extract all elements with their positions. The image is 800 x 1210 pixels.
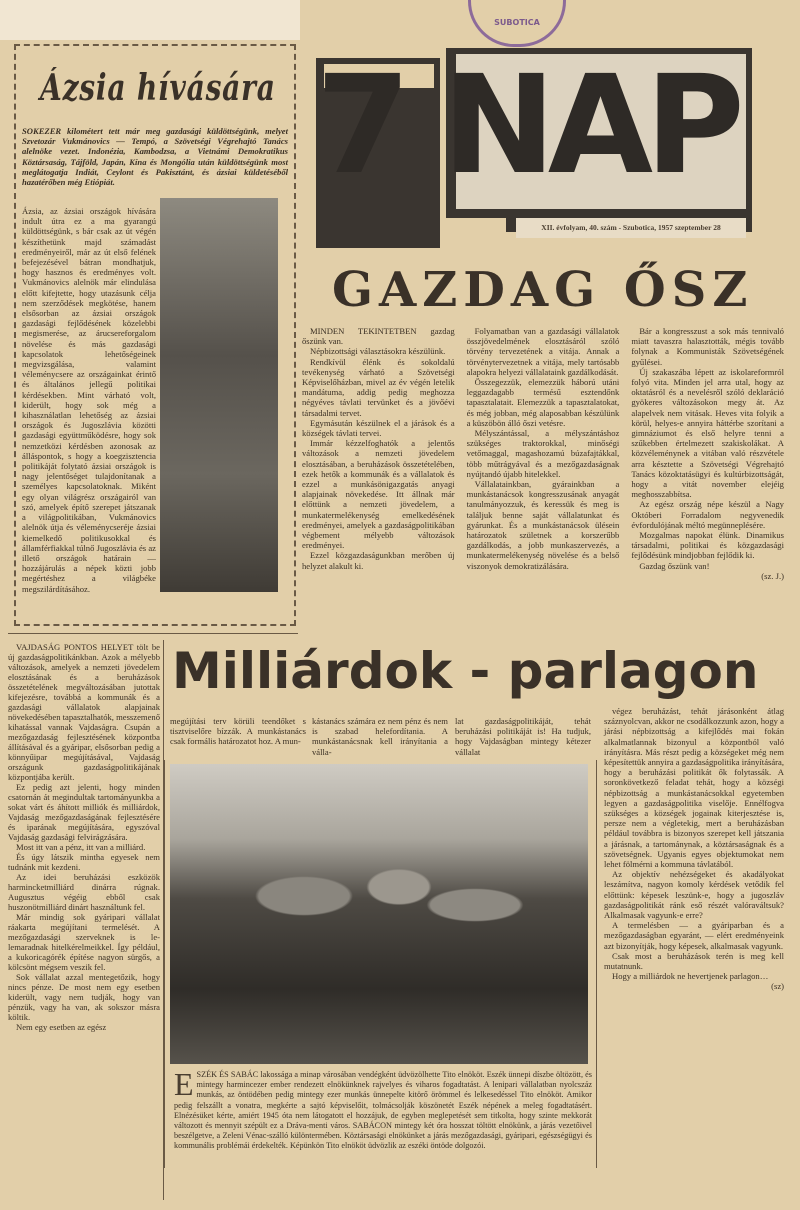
paragraph: VAJDASÁG PONTOS HELYET tölt be új gazdaságpolitikánkban. Azok a mélyebb változások, amelyek a nemzeti jövedelem elosztásának és a beruházások összetételének megváltozásában jutottak kifejezésre, továbbá a kommunák és a gazdasági vállalatok alapjainak növekedésében tapasztalhatók, messzemenő kihatással vannak Vajdaságra. Csupán a mezőgazdaság fejlesztésének központba állításával és a gyáripar, elsősorban pedig a könnyűipar megújításával, Vajdaság országunk gazdaságpolitikájának központjába került. (8, 642, 161, 782)
paragraph: Folyamatban van a gazdasági vállalatok összjövedelmének elosztásáról szóló törvény tervezetének a vitája. Annak a törvénytervezetnek a vitája, mely tartósabb alapokra helyezi vállalataink gazdálkodását. (466, 326, 620, 377)
paragraph: Immár kézzelfoghatók a jelentős változások a nemzeti jövedelem elosztásában, a beruházások összetételében, ezek hetők a kommunák és a vállalatok és ezzel a munkásönigazgatás anyagi alapjainak növekedése. Itt állnak már előttünk a nemzeti jövedelem, a munkatermelékenység emelkedésének eredményei, amelyek a gazdaságpolitikában végbement mélyebb változások eredményei. (302, 438, 455, 551)
paragraph: Az idei beruházási eszközök harmincketmilliárd dinárra rúgnak. Augusztus végéig ebből csak huszonötmilliárd dinárt használtunk fel. (8, 872, 160, 912)
paragraph: És úgy látszik mintha egyesek nem tudnánk mit kezdeni. (8, 852, 160, 872)
gazdag-osz-headline: GAZDAG ŐSZ (332, 262, 754, 318)
paragraph: Mélyszántással, a mélyszántáshoz szükséges traktorokkal, minőségi vetőmaggal, magashozamú búzafajtákkal, több műtrágyával és a mezőgazdaságnak nyújtandó újabb hitelekkel. (466, 428, 620, 479)
asia-article-body: Ázsia, az ázsiai országok hívására indult útra ez a ma gyarangú küldöttségünk, s bár csak az út végén készíthetünk majd számadást eredményeiről, már az út első felének befejezésével bátran mondhatjuk, hogy hasznos és eredményes volt. Vukmánovics alelnök már elindulása előtt kifejtette, hogy utazásunk célja nem szerződések megkötése, hanem elsősorban az ázsiai országok gazdasági fejlődésének közelebbi megismerése, az árucsereforgalom növelése és más gazdasági kapcsolatok lehetőségeinek megvizsgálása, valamint véleménycsere az országainkat érintő és általános jellegű politikai kérdésekben. Mint várható volt, kiderült, hogy sok még a kihasználatlan lehetőség az ázsiai országok és Jugoszlávia közötti gazdasági együttműködésre, hogy sok nemzetközi kérdésben azonosak az álláspontok, s hogy a koegzisztencia politikáját folytató ázsiai országok is nagy jelentőséget tulajdonítanak a személyes kapcsolatoknak. Miként egy olyan világrész országairól van szó, amelyek építő szerepet játszanak a világpolitikában, Vukmánovics alelnök útja és véleménycseréje ázsiai kiemelkedő politikusokkal és államférfiakkal túlnő Jugoszlávia és az illető országok határain — hozzájárulás a népek közti jobb megértéshez a világbéke megszilárdításához. (22, 206, 156, 594)
paragraph: Most itt van a pénz, itt van a milliárd. (16, 842, 146, 852)
caption-dropcap: E (174, 1066, 194, 1102)
paragraph: Ezzel közgazdaságunkban merőben új helyzet alakult ki. (302, 550, 455, 571)
paragraph: végez beruházást, tehát járásonként átlag száznyolcvan, akkor ne csodálkozzunk azon, hogy a járási népbizottság a kifejlődés mai fokán alkalmatlannak bizonyul a központból való irányításra. Más részt pedig a községeket még nem képesítettük annyira a gazdaságpolitika irányítására, hogy a beruházási politikát ők folytassák. A soronkövetkező feladat tehát, hogy a községi népbizottság a munkástanácsokkal egyetemben legyen a gazdaságpolitika viselője. Ennélfogva szükséges a községek jogainak kiterjesztése is, persze nem a végletekig, mert a beruházásban például továbbra is bizonyos szerepet kell játszania a járásnak, a tartománynak, a köztársaságnak és a szövetségnek. Ugyanis egyes objektumokat nem lehet fölmérni a kommuna távlatából. (604, 706, 784, 870)
signature: (sz) (771, 981, 784, 992)
stamp-text: SUBOTICA (494, 18, 540, 27)
paragraph: Már mindig sok gyáripari vállalat ráakarta megújítani termelését. A mezőgazdasági szerveknek is le-lemaradnak hitelkérelmeikkel. Így például, a kukoricagórék építése nagyon sürgős, a kölcsönt mégsem veszik fel. (8, 912, 160, 972)
asia-article-title: Ázsia hívására (40, 67, 276, 109)
gazdag-osz-body (302, 326, 784, 581)
masthead-logo (316, 48, 752, 248)
photo-caption (174, 1066, 592, 1152)
divider (8, 633, 298, 634)
caption-text: SZÉK ÉS SABÁC lakossága a minap városában vendégként üdvözölhette Tito elnököt. Eszék ünnepi díszbe öltözött, és mintegy harmincezer ember rendezett elnökünknek rajvelyes és viharos fogadtatást. A lenipari vállalatban nyolcszáz munkás, az öntödében pedig mintegy ezer munkás ünnepelte kitörő örömmel és lelkesedéssel Tito elnököt. Amikor pedig felszállt a vonatra, megkérte a sajtó képviselőit, tolmácsolják köszönetét Eszék népének a meleg fogadtatásért. Elnézésüket kérte, amiért 1945 óta nem látogatott el hozzájuk, de egyben meglepetését sem titkolta, hogy szinte mekkorát változott és mennyit szépült ez a Dráva-menti város. SABÁCON mintegy két óra hosszat töltött elnökünk, a járás vezetőivel beszélgetve, a Zeleni Vénac-szálló különtermében. Köztársasági elnökünket a járás mezőgazdasági, gyáripari, egészségügyi és kommunális problémái érdekelték. Képünkön Tito elnököt üdvözlik az eszéki öntöde dolgozói. (174, 1070, 592, 1151)
paragraph: Egymásután készülnek el a járások és a községek távlati tervei. (302, 417, 455, 439)
vajdasag-article-body (8, 642, 160, 1032)
signature: (sz. J.) (761, 570, 784, 581)
milliardok-col-2: kástanács számára ez nem pénz és nem is szabad helefordítania. A munkástanácsnak kell irányítania a válla- (312, 716, 448, 757)
paragraph: Bár a kongresszust a sok más tennivaló miatt tavaszra halasztották, mégis tovább folynak a Kommunisták Szövetségének gyűlései. (631, 326, 784, 367)
paragraph: Az egész ország népe készül a Nagy Októberi Forradalom negyvenedik évfordulójának méltó megünneplésére. (631, 499, 784, 530)
paragraph: Ez pedig azt jelenti, hogy minden csatornán át megindultak tartományunkba a sokat várt és áhított milliók és milliárdok, Vajdaság mezőgazdaságának fejlesztésére és iparának megújítására, egyszóval Vajdaság gazdasági felvirágzására. (8, 782, 160, 842)
paragraph: Rendkívül élénk és sokoldalú tevékenység várható a Szövetségi Képviselőházban, mivel az év végén letelik mandátuma, addig pedig meghozza négyéves távlati tervünket és a jövőévi társadalmi tervet. (302, 356, 455, 418)
library-stamp (468, 0, 566, 47)
paragraph: MINDEN TEKINTETBEN gazdag őszünk van. (302, 326, 455, 347)
paragraph: Összegezzük, elemezzük háború utáni leggazdagabb termésű esztendőnk tapasztalatait. Elemezzük a tapasztalatokat, és még jobban, még alaposabban készülünk a küszöbön álló őszi vetésre. (466, 377, 620, 428)
paragraph: Sok vállalat azzal mentegetőzik, hogy nincs pénze. De most nem egy esetben kiderült, vagy nem tudják, hogy van pénzük, vagy ha van, ak sokszor másra költik. (8, 972, 160, 1022)
milliardok-col-1: megújítási terv körüli teendőket s tisztviselőre bízzák. A munkástanács csak formális határozatot hoz. A mun- (170, 716, 306, 747)
milliardok-col-4 (604, 706, 784, 992)
paragraph: Nem egy esetben az egész (16, 1022, 107, 1032)
issue-line: XII. évfolyam, 40. szám - Szubotica, 1957 szeptember 28 (541, 223, 721, 232)
milliardok-headline: Milliárdok - parlagon (172, 642, 759, 700)
paragraph: A termelésben — a gyáriparban és a mezőgazdaságban egyaránt, — elért eredményeink azt bizonyítják, hogy képesek, alkalmasak vagyunk. (604, 920, 784, 951)
photo-frame (164, 760, 165, 1168)
vukmanovics-photo (160, 198, 278, 592)
milliardok-col-3: lat gazdaságpolitikáját, tehát beruházási politikáját is! Ha tudjuk, hogy Vajdaságban mintegy kétezer vállalat (455, 716, 591, 757)
paragraph: Az objektív nehézségeket és akadályokat leszámítva, nagyon komoly kérdések vetődik fel előttünk: képesek leszünk-e, hogy a jugoszláv gazdaságpolitikát ránk eső részét valóraváltsuk? Alkalmasak vagyunk-e erre? (604, 869, 784, 921)
paragraph: Hogy a milliárdok ne hevertjenek parlagon… (612, 971, 769, 982)
paragraph: Új szakaszába lépett az iskolareformról folyó vita. Minden jel arra utal, hogy az oktatásról és a nevelésről szóló deklaráció gyökeres változásokon megy át. Az alapelvek nem vitásak. Heves vita folyik a körül, helyes-e annyira háttérbe szorítani a gimnáziumot és első helyre tenni a szűkebben értelmezett szakiskolákat. A közvéleménynek a vitában való részvétele arra késztette a Szövetségi Végrehajtó Tanács közoktatásügyi és kultúrbizottságát, hogy a vitát november elejéig meghosszabbítsa. (631, 366, 784, 500)
paragraph: Gazdag őszünk van! (639, 560, 710, 571)
asia-article-lead: SOKEZER kilométert tett már meg gazdasági küldöttségünk, melyet Szvetozár Vukmánovics — Tempó, a Szövetségi Végrehajtó Tanács alelnöke vezet. Indonézia, Kambodzsa, a Vietnámi Demokratikus Köztársaság, Tájföld, Japán, Kína és Mongólia után küldöttségünk most meglátogatja Indiát, Ceylont és Pakisztánt, és ázsiai küldetéséből hazatérőben még Etiópiát. (22, 126, 288, 188)
tito-photo (170, 764, 588, 1064)
paragraph: Csak most a beruházások terén is meg kell mutatnunk. (604, 950, 784, 972)
torn-edge (0, 0, 300, 40)
paragraph: Vállalatainkban, gyárainkban a munkástanácsok kongresszusának anyagát tanulmányozzuk, és keressük és meg is találjuk benne saját vállalatunkat és gyárunkat. És a munkástanácsok ülésein határozatok születnek a korszerűbb gazdálkodás, a jobb munkaszervezés, a munkatermelékenység növelése és a belső viszonyok demokratizálására. (466, 479, 620, 571)
photo-frame (596, 760, 597, 1168)
paragraph: Mozgalmas napokat élünk. Dinamikus társadalmi, politikai és közgazdasági fejlődésünk mindjobban fejlődik ki. (631, 530, 784, 561)
paragraph: Népbizottsági választásokra készülünk. (310, 346, 446, 357)
logo-text: 7 NAP (316, 47, 737, 205)
asia-article-box (14, 44, 296, 626)
